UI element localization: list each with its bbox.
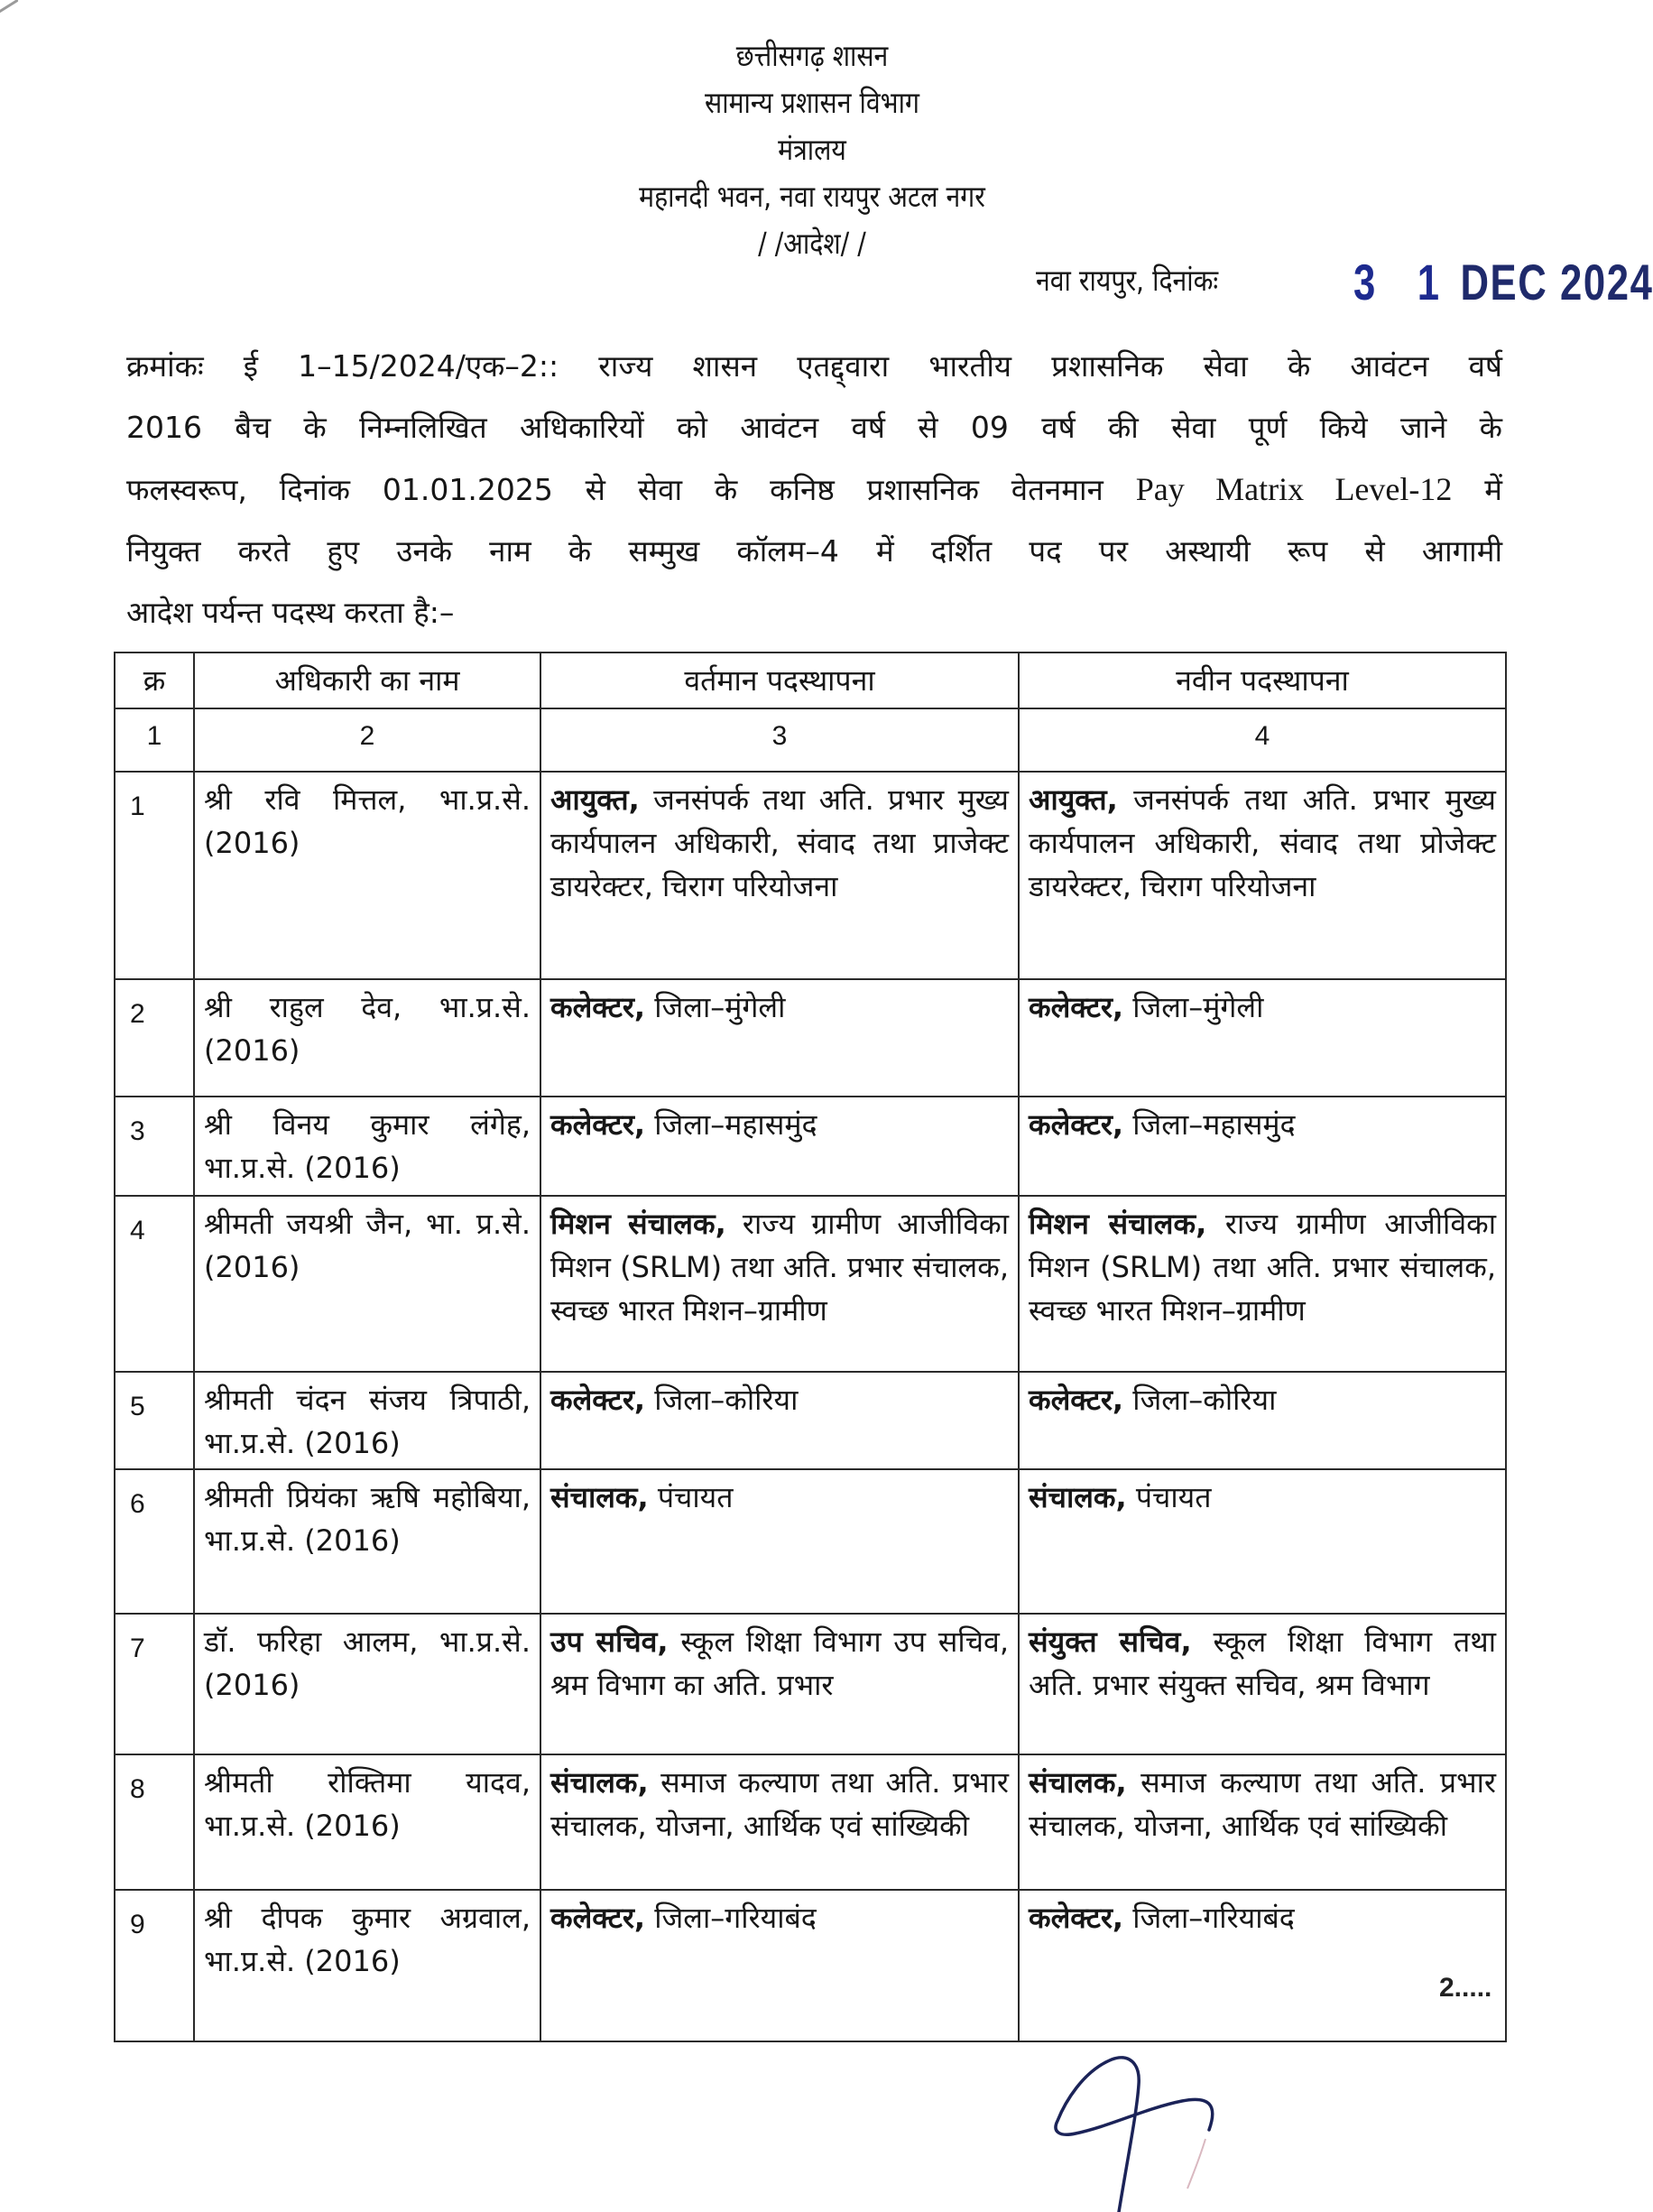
current-posting-title: संचालक,	[550, 1480, 649, 1514]
officer-name: श्रीमती जयश्री जैन, भा. प्र.से. (2016)	[194, 1196, 540, 1372]
new-posting-detail: जनसंपर्क तथा अति. प्रभार मुख्य कार्यपालन अधिकारी, संवाद तथा प्रोजेक्ट डायरेक्टर, चिराग परियोजना	[1029, 782, 1496, 903]
paragraph-line: आदेश पर्यन्त पदस्थ करता है:–	[126, 595, 455, 630]
serial-number: 2	[115, 979, 194, 1097]
table-header-row	[115, 652, 1506, 708]
date-stamp	[1353, 253, 1653, 311]
new-posting	[1019, 979, 1506, 1097]
new-posting	[1019, 1196, 1506, 1372]
new-posting-detail: स्कूल शिक्षा विभाग तथा अति. प्रभार संयुक्त सचिव, श्रम विभाग	[1029, 1624, 1496, 1702]
letterhead	[0, 32, 1624, 267]
date-stamp-day: 3 1	[1353, 254, 1455, 310]
serial-number: 7	[115, 1614, 194, 1754]
new-posting	[1019, 1372, 1506, 1469]
officer-name: श्री विनय कुमार लंगेह, भा.प्र.से. (2016)	[194, 1097, 540, 1196]
new-posting-detail: जिला–कोरिया	[1123, 1383, 1277, 1417]
order-paragraph	[126, 336, 1502, 643]
officer-name: श्री राहुल देव, भा.प्र.से. (2016)	[194, 979, 540, 1097]
current-posting	[540, 1196, 1019, 1372]
current-posting-detail: जिला–कोरिया	[645, 1383, 799, 1417]
table-row	[115, 1196, 1506, 1372]
new-posting	[1019, 1614, 1506, 1754]
order-title: / /आदेश/ /	[758, 226, 866, 261]
current-posting-title: आयुक्त,	[550, 782, 640, 817]
current-posting-title: मिशन संचालक,	[550, 1207, 726, 1241]
table-row	[115, 772, 1506, 979]
current-posting-title: कलेक्टर,	[550, 1383, 646, 1417]
current-posting-title: कलेक्टर,	[550, 1901, 646, 1935]
government-name: छत्तीसगढ़ शासन	[735, 38, 889, 73]
paragraph-text: में	[1484, 472, 1502, 507]
current-posting-detail: राज्य ग्रामीण आजीविका मिशन (SRLM) तथा अति. प्रभार संचालक, स्वच्छ भारत मिशन–ग्रामीण	[550, 1207, 1009, 1328]
current-posting	[540, 1469, 1019, 1614]
paragraph-line: नियुक्त करते हुए उनके नाम के सम्मुख कॉलम–4 में दर्शित पद पर अस्थायी रूप से आगामी	[126, 533, 1502, 569]
serial-number: 5	[115, 1372, 194, 1469]
department-name: सामान्य प्रशासन विभाग	[705, 85, 919, 120]
table-row	[115, 1754, 1506, 1890]
paragraph-line: क्रमांकः ई 1–15/2024/एक–2:: राज्य शासन एतद्द्वारा भारतीय प्रशासनिक सेवा के आवंटन वर्ष	[126, 348, 1502, 384]
current-posting-detail: जनसंपर्क तथा अति. प्रभार मुख्य कार्यपालन अधिकारी, संवाद तथा प्राजेक्ट डायरेक्टर, चिराग परियोजना	[550, 782, 1009, 903]
current-posting	[540, 1614, 1019, 1754]
serial-number: 9	[115, 1890, 194, 2041]
new-posting-detail: जिला–मुंगेली	[1123, 990, 1264, 1024]
new-posting	[1019, 1890, 1506, 2041]
pay-matrix-text: Pay Matrix Level-12	[1135, 471, 1453, 507]
new-posting-title: कलेक्टर,	[1029, 1383, 1124, 1417]
current-posting	[540, 1754, 1019, 1890]
current-posting-detail: पंचायत	[648, 1480, 734, 1514]
table-row	[115, 979, 1506, 1097]
paragraph-line: 2016 बैच के निम्नलिखित अधिकारियों को आवंटन वर्ष से 09 वर्ष की सेवा पूर्ण किये जाने के	[126, 410, 1502, 445]
new-posting-title: संचालक,	[1029, 1480, 1127, 1514]
table-row	[115, 1097, 1506, 1196]
officer-name: श्री दीपक कुमार अग्रवाल, भा.प्र.से. (2016)	[194, 1890, 540, 2041]
new-posting	[1019, 1754, 1506, 1890]
new-posting-title: कलेक्टर,	[1029, 1901, 1124, 1935]
new-posting	[1019, 1469, 1506, 1614]
current-posting-detail: जिला–गरियाबंद	[645, 1901, 817, 1935]
current-posting-title: संचालक,	[550, 1765, 649, 1800]
new-posting-detail: पंचायत	[1126, 1480, 1212, 1514]
serial-number: 4	[115, 1196, 194, 1372]
column-number: 2	[194, 708, 540, 772]
column-number: 3	[540, 708, 1019, 772]
posting-table	[114, 652, 1507, 2042]
current-posting-title: कलेक्टर,	[550, 1107, 646, 1142]
date-label: नवा रायपुर, दिनांकः	[1036, 263, 1219, 298]
current-posting	[540, 772, 1019, 979]
new-posting	[1019, 1097, 1506, 1196]
table-row	[115, 1469, 1506, 1614]
current-posting	[540, 1890, 1019, 2041]
new-posting-detail: राज्य ग्रामीण आजीविका मिशन (SRLM) तथा अति. प्रभार संचालक, स्वच्छ भारत मिशन–ग्रामीण	[1029, 1207, 1496, 1328]
dateline	[1036, 259, 1248, 300]
new-posting-title: कलेक्टर,	[1029, 1107, 1124, 1142]
serial-number: 3	[115, 1097, 194, 1196]
current-posting-title: उप सचिव,	[550, 1624, 669, 1659]
serial-number: 6	[115, 1469, 194, 1614]
serial-number: 8	[115, 1754, 194, 1890]
header-officer-name: अधिकारी का नाम	[194, 652, 540, 708]
new-posting-title: संचालक,	[1029, 1765, 1127, 1800]
table-row	[115, 1614, 1506, 1754]
ministry-name: मंत्रालय	[778, 132, 846, 167]
current-posting-title: कलेक्टर,	[550, 990, 646, 1024]
current-posting-detail: जिला–मुंगेली	[645, 990, 786, 1024]
officer-name: श्री रवि मित्तल, भा.प्र.से. (2016)	[194, 772, 540, 979]
current-posting	[540, 1372, 1019, 1469]
paragraph-line	[126, 458, 1502, 521]
new-posting-title: मिशन संचालक,	[1029, 1207, 1207, 1241]
new-posting-title: संयुक्त सचिव,	[1029, 1624, 1192, 1659]
new-posting-title: कलेक्टर,	[1029, 990, 1124, 1024]
new-posting-detail: जिला–गरियाबंद	[1123, 1901, 1295, 1935]
column-number: 4	[1019, 708, 1506, 772]
header-current-posting: वर्तमान पदस्थापना	[540, 652, 1019, 708]
new-posting-detail: जिला–महासमुंद	[1123, 1107, 1296, 1142]
current-posting-detail: जिला–महासमुंद	[645, 1107, 817, 1142]
signature-icon	[993, 2031, 1353, 2212]
current-posting-detail: स्कूल शिक्षा विभाग उप सचिव, श्रम विभाग का अति. प्रभार	[550, 1624, 1009, 1702]
serial-number: 1	[115, 772, 194, 979]
officer-name: श्रीमती चंदन संजय त्रिपाठी, भा.प्र.से. (2016)	[194, 1372, 540, 1469]
current-posting	[540, 979, 1019, 1097]
scan-corner-mark	[0, 0, 19, 14]
officer-name: डॉ. फरिहा आलम, भा.प्र.से. (2016)	[194, 1614, 540, 1754]
current-posting-detail: समाज कल्याण तथा अति. प्रभार संचालक, योजना, आर्थिक एवं सांख्यिकी	[550, 1765, 1009, 1843]
officer-name: श्रीमती प्रियंका ऋषि महोबिया, भा.प्र.से. (2016)	[194, 1469, 540, 1614]
header-serial: क्र	[115, 652, 194, 708]
table-row	[115, 1372, 1506, 1469]
office-address: महानदी भवन, नवा रायपुर अटल नगर	[639, 179, 985, 214]
column-number-row	[115, 708, 1506, 772]
header-new-posting: नवीन पदस्थापना	[1019, 652, 1506, 708]
column-number: 1	[115, 708, 194, 772]
current-posting	[540, 1097, 1019, 1196]
paragraph-text: फलस्वरूप, दिनांक 01.01.2025 से सेवा के कनिष्ठ प्रशासनिक वेतनमान	[126, 472, 1104, 507]
page-continuation: 2.....	[1439, 1973, 1492, 2003]
new-posting	[1019, 772, 1506, 979]
table-row	[115, 1890, 1506, 2041]
new-posting-detail: समाज कल्याण तथा अति. प्रभार संचालक, योजना, आर्थिक एवं सांख्यिकी	[1029, 1765, 1496, 1843]
officer-name: श्रीमती रोक्तिमा यादव, भा.प्र.से. (2016)	[194, 1754, 540, 1890]
new-posting-title: आयुक्त,	[1029, 782, 1118, 817]
date-stamp-month-year: DEC 2024	[1460, 254, 1653, 310]
